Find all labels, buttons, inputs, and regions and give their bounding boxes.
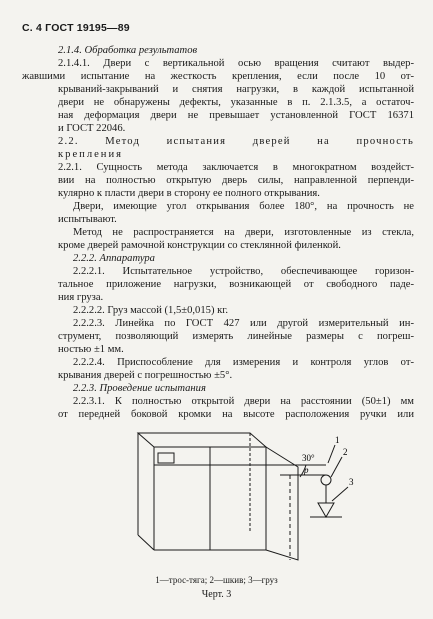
test-device-drawing [130, 425, 360, 570]
text-line: Метод не распространяется на двери, изготовленные из стекла, [73, 227, 414, 238]
text-line: 2.2.2.3. Линейка по ГОСТ 427 или другой измерительный ин- [73, 318, 414, 329]
text-line: 2.2.2.4. Приспособление для измерения и контроля углов от- [73, 357, 414, 368]
section-heading: крепления [58, 149, 124, 160]
text-line: и ГОСТ 22046. [58, 123, 126, 134]
force-label: p [304, 465, 309, 475]
text-line: ностью ±1 мм. [58, 344, 124, 355]
text-line: ная деформация двери не превышает установленной ГОСТ 16371 [58, 110, 414, 121]
figure-title: Черт. 3 [201, 589, 232, 600]
text-line: кулярно к пласти двери в сторону ее полного открывания. [58, 188, 320, 199]
text-line: вии на полностью открытую дверь силы, направленной перпенди- [58, 175, 414, 186]
text-line: 2.2.3.1. К полностью открытой двери на расстоянии (50±1) мм [73, 396, 414, 407]
text-line: 2.1.4.1. Двери с вертикальной осью вращения считают выдер- [58, 58, 414, 69]
pulley-icon [321, 475, 331, 485]
text-line: испытывают. [58, 214, 117, 225]
text-line: жавшими испытание на жесткость крепления, если после 10 от- [22, 71, 414, 82]
cabinet-top [138, 433, 266, 447]
cabinet-base-side [138, 535, 154, 550]
text-line: Двери, имеющие угол открывания более 180°, на прочность не [73, 201, 414, 212]
text-line: струмент, позволяющий измерять линейные размеры с погреш- [58, 331, 414, 342]
page-header: С. 4 ГОСТ 19195—89 [22, 22, 130, 34]
text-line: 2.2.2.2. Груз массой (1,5±0,015) кг. [73, 305, 229, 316]
text-line: кроме дверей рамочной конструкции со стеклянной филенкой. [58, 240, 341, 251]
text-line: ния груза. [58, 292, 104, 303]
text-line: двери не обнаружены дефекты, указанные в п. 2.1.3.5, а остаточ- [58, 97, 414, 108]
section-heading: 2.1.4. Обработка результатов [58, 45, 198, 56]
section-heading: 2.2.2. Аппаратура [73, 253, 155, 264]
text-line: 2.2.1. Сущность метода заключается в многократном воздейст- [58, 162, 414, 173]
callout-1: 1 [335, 435, 340, 445]
text-line: от передней боковой кромки на высоте расположения ручки или [58, 409, 414, 420]
angle-label: 30° [302, 453, 315, 463]
cabinet-door [266, 447, 298, 560]
text-line: крывания дверей с погрешностью ±5°. [58, 370, 233, 381]
callout-line-2 [331, 457, 342, 477]
callout-3: 3 [349, 477, 354, 487]
section-heading: 2.2.3. Проведение испытания [73, 383, 206, 394]
weight-icon [318, 503, 334, 517]
text-line: крываний-закрываний и снятия нагрузки, в каждой испытанной [58, 84, 414, 95]
callout-line-3 [332, 487, 348, 501]
callout-line-1 [328, 445, 335, 463]
text-line: 2.2.2.1. Испытательное устройство, обеспечивающее горизон- [73, 266, 414, 277]
figure-caption: 1—трос-тяга; 2—шкив; 3—груз [155, 575, 278, 585]
section-heading: 2.2. Метод испытания дверей на прочность [58, 136, 414, 147]
callout-2: 2 [343, 447, 348, 457]
text-line: тальное приложение нагрузки, возникающей от свободного паде- [58, 279, 414, 290]
cabinet-drawer [158, 453, 174, 463]
